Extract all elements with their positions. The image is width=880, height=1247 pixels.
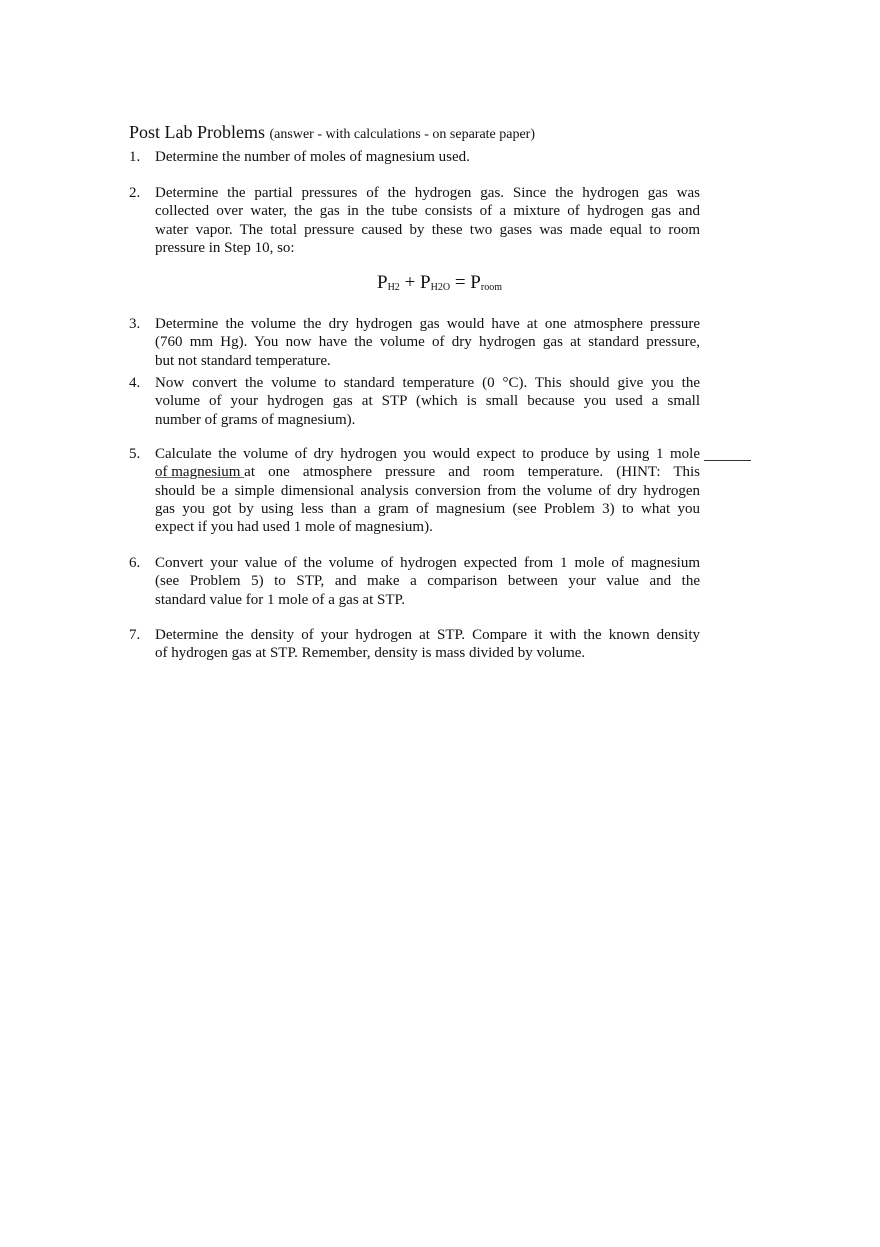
title-subtitle: (answer - with calculations - on separate paper): [269, 127, 536, 142]
problem-number: 4.: [129, 375, 141, 391]
problem-text: collected over water, the gas in the tube consists of a mixture of hydrogen gas and: [155, 203, 700, 220]
problem-5: [129, 445, 704, 536]
problem-number: 7.: [129, 627, 141, 643]
problem-text: Determine the number of moles of magnesium used.: [155, 149, 470, 165]
section-title: [129, 122, 535, 143]
underlined-text: of magnesium: [155, 464, 245, 481]
problem-6: [129, 554, 704, 609]
problem-text: water vapor. The total pressure caused by these two gases was made equal to room: [155, 221, 700, 238]
problem-1: [129, 148, 704, 166]
problem-number: 5.: [129, 446, 141, 462]
problem-3: [129, 315, 704, 370]
problem-7: [129, 626, 704, 663]
problem-text: Determine the volume the dry hydrogen gas would have at one atmosphere pressure: [155, 316, 700, 332]
problem-text: standard value for 1 mole of a gas at STP.: [155, 591, 405, 608]
problem-number: 3.: [129, 316, 141, 332]
problem-number: 1.: [129, 149, 141, 165]
problem-text: pressure in Step 10, so:: [155, 239, 295, 256]
problem-2: [129, 184, 704, 257]
problem-4: [129, 374, 704, 429]
problem-text: expect if you had used 1 mole of magnesium).: [155, 519, 433, 536]
problem-number: 2.: [129, 185, 141, 201]
problem-text: (see Problem 5) to STP, and make a comparison between your value and the: [155, 573, 700, 590]
problem-text: volume of your hydrogen gas at STP (which is small because you used a small: [155, 393, 700, 410]
problem-text: Determine the partial pressures of the hydrogen gas. Since the hydrogen gas was: [155, 185, 700, 201]
problem-text: gas you got by using less than a gram of magnesium (see Problem 3) to what you: [155, 500, 700, 517]
problem-text: (760 mm Hg). You now have the volume of dry hydrogen gas at standard pressure,: [155, 334, 700, 351]
problem-text: number of grams of magnesium).: [155, 411, 356, 428]
problem-text: should be a simple dimensional analysis conversion from the volume of dry hydrogen: [155, 482, 700, 499]
problem-text: Calculate the volume of dry hydrogen you would expect to produce by using 1 mole: [155, 446, 700, 462]
problem-number: 6.: [129, 555, 141, 571]
problem-text: at one atmosphere pressure and room temperature. (HINT: This: [244, 464, 700, 481]
problem-text: Now convert the volume to standard temperature (0 °C). This should give you the: [155, 375, 700, 391]
problem-text: of hydrogen gas at STP. Remember, density is mass divided by volume.: [155, 645, 586, 662]
problem-text: Convert your value of the volume of hydrogen expected from 1 mole of magnesium: [155, 555, 700, 571]
pressure-equation: $P_{H2} + P_{H2O} = P_{room}$: [377, 272, 502, 293]
title-main: Post Lab Problems: [129, 122, 266, 142]
answer-blank-line: [704, 460, 751, 461]
problem-text: but not standard temperature.: [155, 352, 331, 369]
problem-text: Determine the density of your hydrogen at STP. Compare it with the known density: [155, 627, 700, 643]
